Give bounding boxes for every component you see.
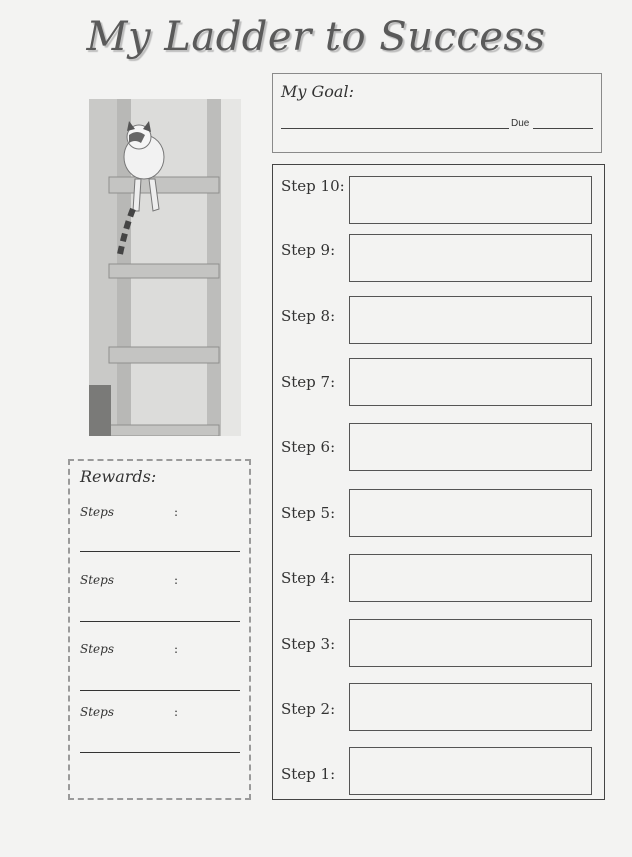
- reward-line[interactable]: [80, 752, 240, 753]
- step-label: Step 1:: [281, 765, 336, 783]
- steps-box: [272, 164, 605, 800]
- rewards-title: Rewards:: [80, 467, 157, 486]
- due-line[interactable]: [533, 128, 593, 129]
- reward-colon: :: [174, 705, 179, 719]
- reward-line[interactable]: [80, 690, 240, 691]
- step-5-field[interactable]: [349, 489, 592, 537]
- goal-line[interactable]: [281, 128, 509, 129]
- step-1-field[interactable]: [349, 747, 592, 795]
- step-8-field[interactable]: [349, 296, 592, 344]
- reward-line[interactable]: [80, 551, 240, 552]
- step-label: Step 9:: [281, 241, 336, 259]
- step-9-field[interactable]: [349, 234, 592, 282]
- step-7-field[interactable]: [349, 358, 592, 406]
- step-label: Step 4:: [281, 569, 336, 587]
- step-2-field[interactable]: [349, 683, 592, 731]
- step-4-field[interactable]: [349, 554, 592, 602]
- reward-line[interactable]: [80, 621, 240, 622]
- reward-steps-label: Steps: [80, 642, 114, 656]
- step-label: Step 8:: [281, 307, 336, 325]
- reward-colon: :: [174, 642, 179, 656]
- cat-ladder-photo: [89, 99, 241, 436]
- goal-box: [272, 73, 602, 153]
- step-10-field[interactable]: [349, 176, 592, 224]
- step-label: Step 6:: [281, 438, 336, 456]
- due-label: Due: [511, 118, 530, 129]
- step-label: Step 3:: [281, 635, 336, 653]
- step-label: Step 5:: [281, 504, 336, 522]
- cat-ladder-illustration: [89, 99, 241, 436]
- step-label: Step 10:: [281, 177, 345, 195]
- step-label: Step 2:: [281, 700, 336, 718]
- reward-colon: :: [174, 505, 179, 519]
- step-3-field[interactable]: [349, 619, 592, 667]
- reward-colon: :: [174, 573, 179, 587]
- page-title: My Ladder to Success: [86, 14, 546, 60]
- reward-steps-label: Steps: [80, 573, 114, 587]
- rewards-box: [68, 459, 251, 800]
- goal-label: My Goal:: [281, 82, 354, 101]
- step-6-field[interactable]: [349, 423, 592, 471]
- step-label: Step 7:: [281, 373, 336, 391]
- reward-steps-label: Steps: [80, 505, 114, 519]
- reward-steps-label: Steps: [80, 705, 114, 719]
